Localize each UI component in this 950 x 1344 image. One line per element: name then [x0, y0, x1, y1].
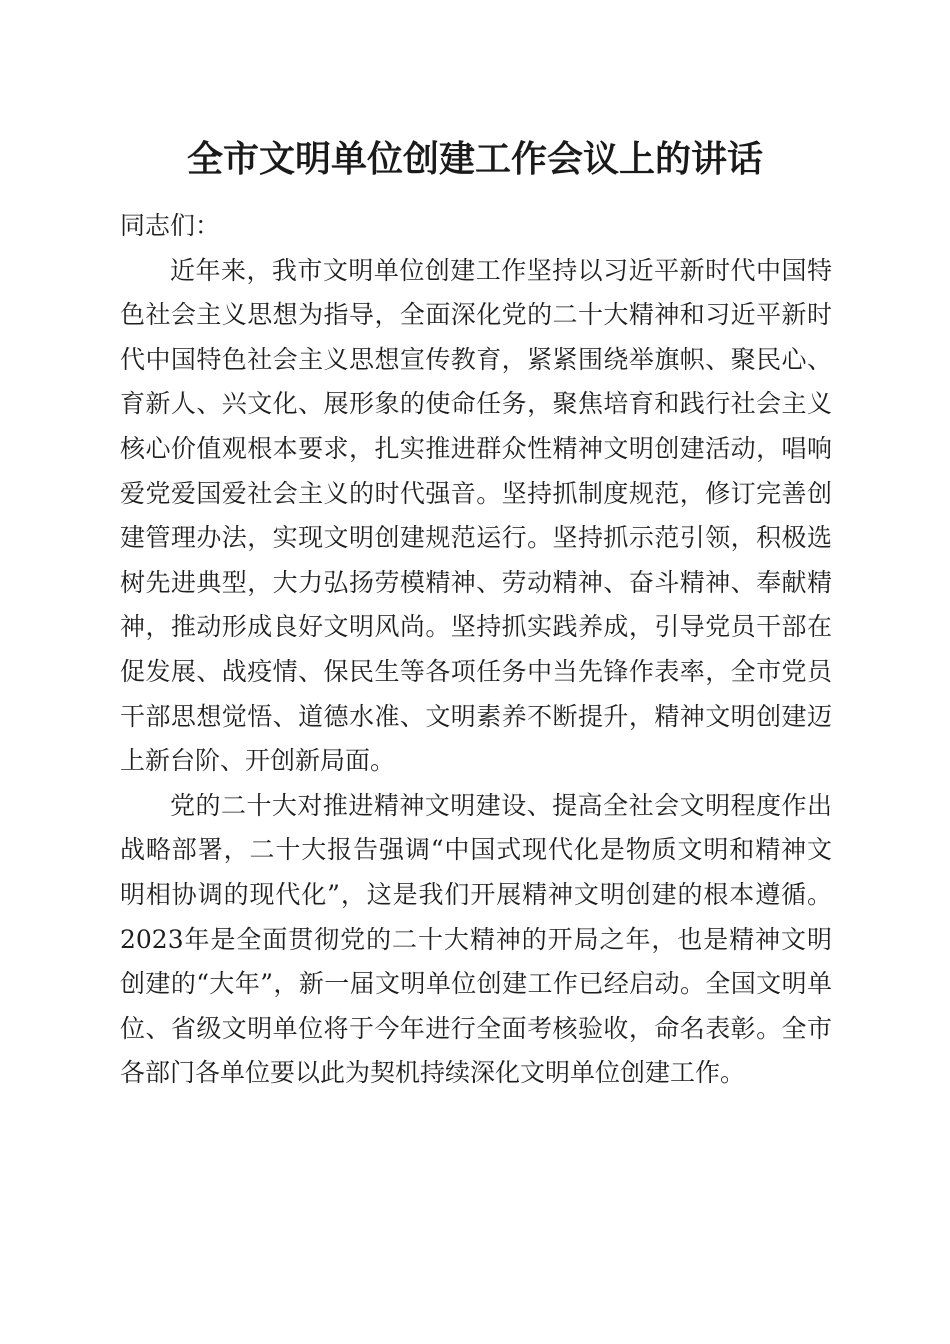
document-title: 全市文明单位创建工作会议上的讲话 — [186, 138, 763, 180]
paragraph-2: 党的二十大对推进精神文明建设、提高全社会文明程度作出战略部署，二十大报告强调“中国式现代化是物质文明和精神文明相协调的现代化”，这是我们开展精神文明创建的根本遵循。2023年是全面贯彻党的二十大精神的开局之年，也是精神文明创建的“大年”，新一届文明单位创建工作已经启动。全国文明单位、省级文明单位将于今年进行全面考核验收，命名表彰。全市各部门各单位要以此为契机持续深化文明单位创建工作。 — [120, 790, 832, 1088]
paragraph-1: 近年来，我市文明单位创建工作坚持以习近平新时代中国特色社会主义思想为指导，全面深化党的二十大精神和习近平新时代中国特色社会主义思想宣传教育，紧紧围绕举旗帜、聚民心、育新人、兴文化、展形象的使命任务，聚焦培育和践行社会主义核心价值观根本要求，扎实推进群众性精神文明创建活动，唱响爱党爱国爱社会主义的时代强音。坚持抓制度规范，修订完善创建管理办法，实现文明创建规范运行。坚持抓示范引领，积极选树先进典型，大力弘扬劳模精神、劳动精神、奋斗精神、奉献精神，推动形成良好文明风尚。坚持抓实践养成，引导党员干部在促发展、战疫情、保民生等各项任务中当先锋作表率，全市党员干部思想觉悟、道德水准、文明素养不断提升，精神文明创建迈上新台阶、开创新局面。 — [120, 255, 832, 776]
salutation: 同志们： — [120, 211, 221, 240]
document-body — [120, 204, 832, 1096]
